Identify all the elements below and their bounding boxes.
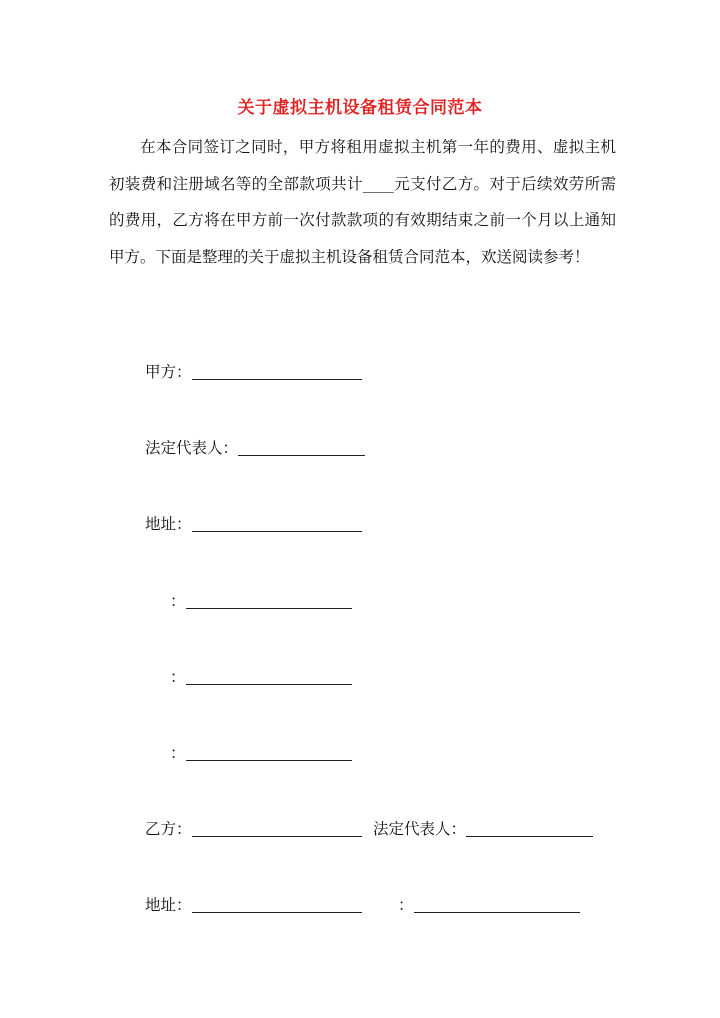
party-b-blank[interactable] bbox=[192, 820, 362, 837]
party-b-row bbox=[145, 819, 362, 839]
party-a-legal-rep-label: 法定代表人： bbox=[145, 439, 239, 457]
intro-paragraph: 在本合同签订之同时，甲方将租用虚拟主机第一年的费用、虚拟主机初装费和注册域名等的全部款项共计____元支付乙方。对于后续效劳所需的费用，乙方将在甲方前一次付款款项的有效期结束之前一个月以上通知甲方。下面是整理的关于虚拟主机设备租赁合同范本，欢送阅读参考！ bbox=[109, 138, 616, 266]
party-a-extra-blank-3[interactable] bbox=[186, 744, 352, 761]
party-a-legal-rep-blank[interactable] bbox=[238, 439, 365, 456]
party-a-extra-row-1 bbox=[170, 591, 352, 611]
party-a-extra-blank-2[interactable] bbox=[186, 668, 352, 685]
party-a-extra-blank-1[interactable] bbox=[186, 592, 352, 609]
party-b-extra-blank[interactable] bbox=[414, 896, 580, 913]
party-a-row bbox=[145, 362, 362, 382]
document-title: 关于虚拟主机设备租赁合同范本 bbox=[237, 98, 483, 118]
party-a-address-blank[interactable] bbox=[192, 515, 362, 532]
party-b-legal-rep-label: 法定代表人： bbox=[373, 820, 467, 838]
party-a-extra-label-2: ： bbox=[170, 668, 186, 686]
party-b-label: 乙方： bbox=[145, 820, 192, 838]
party-b-extra-label: ： bbox=[398, 896, 414, 914]
party-a-extra-label-3: ： bbox=[170, 744, 186, 762]
party-b-legal-rep-blank[interactable] bbox=[466, 820, 593, 837]
party-a-legal-rep-row bbox=[145, 438, 365, 458]
party-a-blank[interactable] bbox=[192, 363, 362, 380]
party-a-extra-row-3 bbox=[170, 743, 352, 763]
party-a-label: 甲方： bbox=[145, 363, 192, 381]
party-a-address-label: 地址： bbox=[145, 515, 192, 533]
party-b-address-blank[interactable] bbox=[192, 896, 362, 913]
party-b-legal-rep-row bbox=[373, 819, 593, 839]
party-a-extra-row-2 bbox=[170, 667, 352, 687]
party-a-address-row bbox=[145, 514, 362, 534]
party-b-address-row bbox=[145, 895, 362, 915]
party-b-address-label: 地址： bbox=[145, 896, 192, 914]
party-b-extra-row bbox=[398, 895, 580, 915]
party-a-extra-label-1: ： bbox=[170, 592, 186, 610]
